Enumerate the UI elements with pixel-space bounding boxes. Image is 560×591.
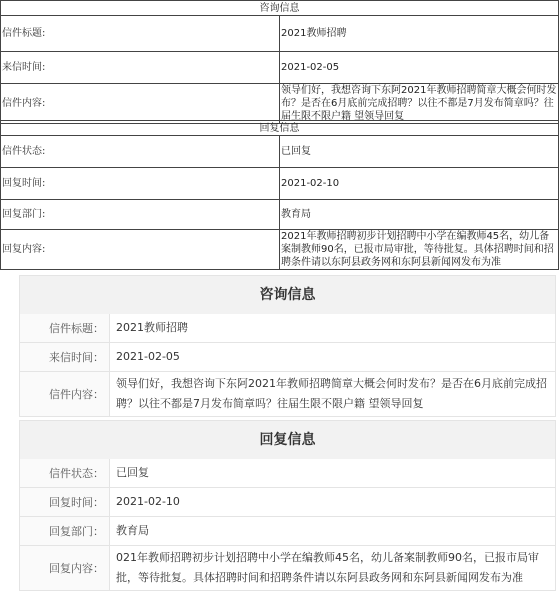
reply-panel-row-date: [19, 488, 556, 517]
consult-panel-date-label: 来信时间：: [20, 343, 110, 371]
reply-table: [0, 120, 559, 270]
reply-status-value: 已回复: [280, 136, 559, 168]
reply-panel-title: 回复信息: [19, 420, 556, 459]
reply-panel-dept-label: 回复部门：: [20, 517, 110, 545]
consult-date-value: 2021-02-05: [280, 52, 559, 84]
consult-table-header: 咨询信息: [1, 1, 559, 16]
reply-panel: [19, 420, 556, 591]
reply-panel-row-content: [19, 546, 556, 591]
consult-table: [0, 0, 559, 124]
reply-panel-row-dept: [19, 517, 556, 546]
consult-content-value: 领导们好，我想咨询下东阿2021年教师招聘简章大概会何时发布？是否在6月底前完成招聘？以往不都是7月发布简章吗？往届生限不限户籍 望领导回复: [280, 84, 559, 124]
reply-panel-content-value: 021年教师招聘初步计划招聘中小学在编教师45名，幼儿备案制教师90名，已报市局审批，等待批复。具体招聘时间和招聘条件请以东阿县政务网和东阿县新闻网发布为准: [116, 551, 539, 584]
reply-panel-dept-value: 教育局: [116, 524, 149, 537]
consult-panel: [19, 275, 556, 417]
consult-panel-title: 咨询信息: [19, 275, 556, 314]
consult-panel-title-value: 2021教师招聘: [116, 321, 188, 334]
consult-panel-row-title: [19, 314, 556, 343]
reply-panel-date-label: 回复时间：: [20, 488, 110, 516]
consult-panel-title-label: 信件标题：: [20, 314, 110, 342]
consult-content-label: 信件内容:: [1, 84, 280, 124]
consult-panel-row-date: [19, 343, 556, 372]
reply-table-header: 回复信息: [1, 121, 559, 136]
reply-dept-value: 教育局: [280, 200, 559, 230]
reply-dept-label: 回复部门:: [1, 200, 280, 230]
reply-status-label: 信件状态:: [1, 136, 280, 168]
consult-panel-content-label: 信件内容：: [20, 372, 110, 416]
consult-title-value: 2021教师招聘: [280, 16, 559, 52]
consult-panel-content-value: 领导们好，我想咨询下东阿2021年教师招聘简章大概会何时发布？是否在6月底前完成招聘？以往不都是7月发布简章吗？往届生限不限户籍 望领导回复: [116, 377, 547, 410]
reply-content-label: 回复内容:: [1, 230, 280, 270]
reply-panel-status-value: 已回复: [116, 466, 149, 479]
consult-panel-date-value: 2021-02-05: [116, 350, 180, 363]
reply-date-value: 2021-02-10: [280, 168, 559, 200]
reply-panel-content-label: 回复内容：: [20, 546, 110, 590]
reply-panel-date-value: 2021-02-10: [116, 495, 180, 508]
reply-date-label: 回复时间:: [1, 168, 280, 200]
consult-panel-row-content: [19, 372, 556, 417]
reply-content-value: 2021年教师招聘初步计划招聘中小学在编教师45名，幼儿备案制教师90名，已报市局审批，等待批复。具体招聘时间和招聘条件请以东阿县政务网和东阿县新闻网发布为准: [280, 230, 559, 270]
consult-date-label: 来信时间:: [1, 52, 280, 84]
reply-panel-status-label: 信件状态：: [20, 459, 110, 487]
consult-title-label: 信件标题:: [1, 16, 280, 52]
reply-panel-row-status: [19, 459, 556, 488]
